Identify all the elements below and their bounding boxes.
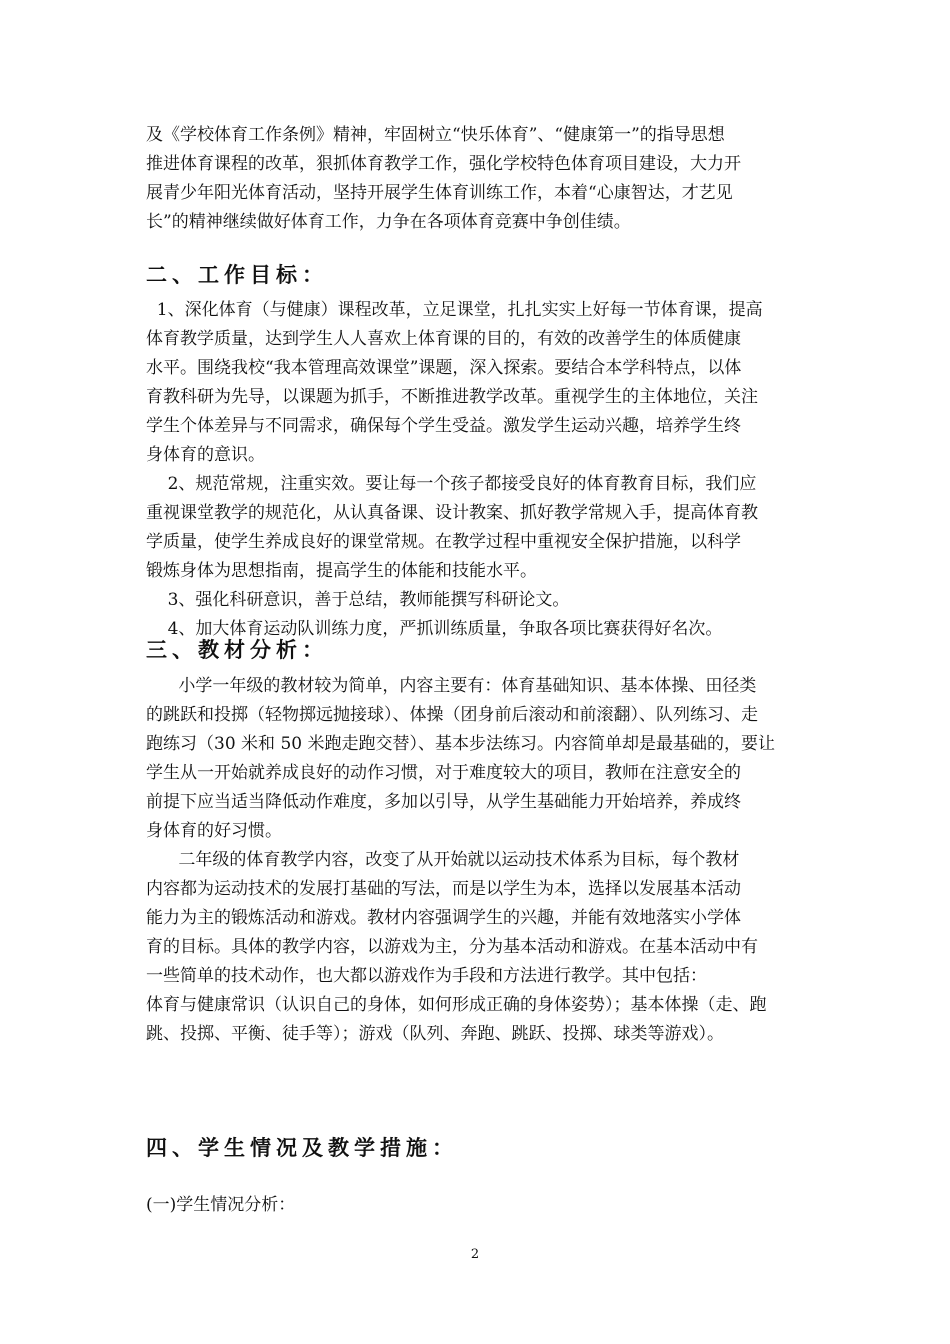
materials-line: 学生从一开始就养成良好的动作习惯，对于难度较大的项目，教师在注意安全的 — [146, 763, 741, 783]
intro-line: 长”的精神继续做好体育工作，力争在各项体育竞赛中争创佳绩。 — [146, 212, 631, 232]
materials-line: 的跳跃和投掷（轻物掷远抛接球）、体操（团身前后滚动和前滚翻）、队列练习、走 — [146, 705, 758, 725]
goals-line: 水平。围绕我校“我本管理高效课堂”课题，深入探索。要结合本学科特点，以体 — [146, 358, 742, 378]
materials-line: 小学一年级的教材较为简单，内容主要有：体育基础知识、基本体操、田径类 — [146, 676, 757, 696]
goals-line: 体育教学质量，达到学生人人喜欢上体育课的目的，有效的改善学生的体质健康 — [146, 329, 741, 349]
goals-line: 学质量，使学生养成良好的课堂常规。在教学过程中重视安全保护措施，以科学 — [146, 532, 741, 552]
section-heading-materials: 三、教材分析： — [146, 638, 328, 662]
intro-line: 推进体育课程的改革，狠抓体育教学工作，强化学校特色体育项目建设，大力开 — [146, 154, 741, 174]
section-heading-goals: 二、工作目标： — [146, 263, 328, 287]
goals-line: 育教科研为先导，以课题为抓手，不断推进教学改革。重视学生的主体地位，关注 — [146, 387, 758, 407]
materials-line: 前提下应当适当降低动作难度，多加以引导，从学生基础能力开始培养，养成终 — [146, 792, 741, 812]
goals-line: 4、加大体育运动队训练力度，严抓训练质量，争取各项比赛获得好名次。 — [146, 619, 723, 639]
page-number: 2 — [470, 1247, 480, 1262]
goals-line: 3、强化科研意识，善于总结，教师能撰写科研论文。 — [146, 590, 570, 610]
materials-line: 跳、投掷、平衡、徒手等）；游戏（队列、奔跑、跳跃、投掷、球类等游戏）。 — [146, 1024, 724, 1044]
goals-line: 身体育的意识。 — [146, 445, 265, 465]
subheading-student-analysis: (一)学生情况分析： — [146, 1195, 296, 1215]
goals-line: 锻炼身体为思想指南，提高学生的体能和技能水平。 — [146, 561, 537, 581]
materials-line: 体育与健康常识（认识自己的身体，如何形成正确的身体姿势）；基本体操（走、跑 — [146, 995, 767, 1015]
materials-line: 二年级的体育教学内容，改变了从开始就以运动技术体系为目标，每个教材 — [146, 850, 740, 870]
goals-line: 学生个体差异与不同需求，确保每个学生受益。激发学生运动兴趣，培养学生终 — [146, 416, 741, 436]
section-heading-students: 四、学生情况及教学措施： — [146, 1136, 458, 1160]
intro-line: 展青少年阳光体育活动，坚持开展学生体育训练工作，本着“心康智达，才艺见 — [146, 183, 733, 203]
materials-line: 育的目标。具体的教学内容，以游戏为主，分为基本活动和游戏。在基本活动中有 — [146, 937, 758, 957]
materials-line: 跑练习（30 米和 50 米跑走跑交替）、基本步法练习。内容简单却是最基础的，要让 — [146, 734, 775, 754]
materials-line: 内容都为运动技术的发展打基础的写法，而是以学生为本，选择以发展基本活动 — [146, 879, 741, 899]
goals-line: 重视课堂教学的规范化，从认真备课、设计教案、抓好教学常规入手，提高体育教 — [146, 503, 758, 523]
goals-line: 2、规范常规，注重实效。要让每一个孩子都接受良好的体育教育目标，我们应 — [146, 474, 757, 494]
intro-line: 及《学校体育工作条例》精神，牢固树立“快乐体育”、“健康第一”的指导思想 — [146, 125, 725, 145]
materials-line: 能力为主的锻炼活动和游戏。教材内容强调学生的兴趣，并能有效地落实小学体 — [146, 908, 741, 928]
materials-line: 身体育的好习惯。 — [146, 821, 282, 841]
materials-line: 一些简单的技术动作，也大都以游戏作为手段和方法进行教学。其中包括： — [146, 966, 707, 986]
goals-line: 1、深化体育（与健康）课程改革，立足课堂，扎扎实实上好每一节体育课，提高 — [146, 300, 763, 320]
